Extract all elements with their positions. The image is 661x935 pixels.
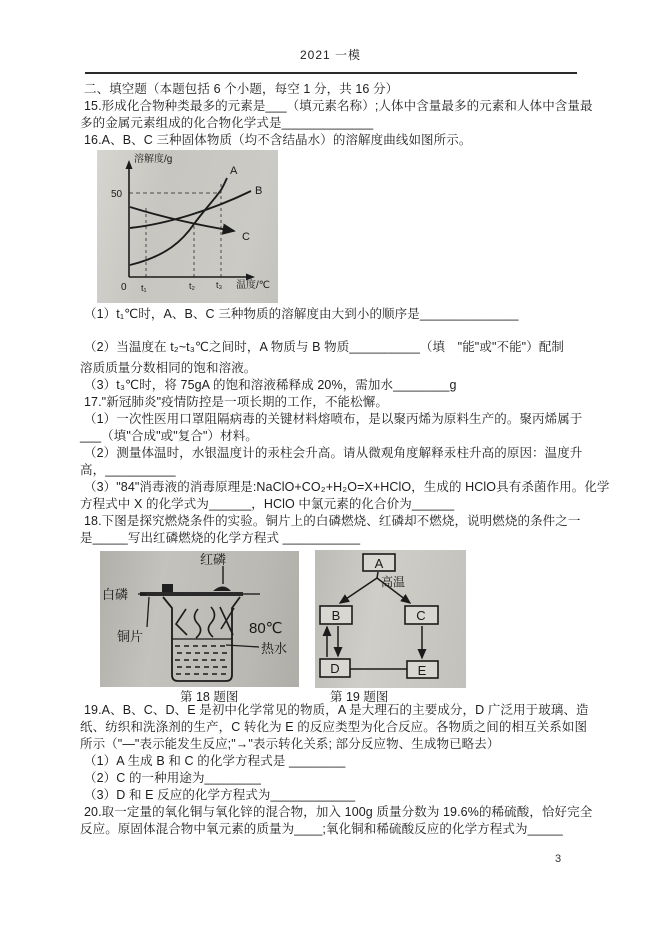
white-phosphorus-lump [162,584,173,592]
question-17-line: 17."新冠肺炎"疫情防控是一项长期的工作，不能松懈。 [84,395,388,409]
chart-xtick-t1: t₁ [141,283,147,293]
hot-water-pointer [226,645,259,647]
solubility-chart [97,150,278,303]
question-20-line: 20.取一定量的氧化铜与氧化锌的混合物，加入 100g 质量分数为 19.6%的稀硫酸，恰好完全 [84,805,593,819]
question-20-cont: 反应。原固体混合物中氧元素的质量为____;氧化铜和稀硫酸反应的化学方程式为_____ [80,822,563,836]
question-15-line: 15.形成化合物种类最多的元素是___（填元素名称）;人体中含量最多的元素和人体中含量最 [84,99,593,113]
header-rule [85,72,577,74]
chart-y-label: 溶解度/g [134,154,173,165]
node-c-label: C [416,608,426,623]
combustion-apparatus-drawing [100,551,299,687]
curve-b-label: B [255,185,263,197]
vapour-squiggles [176,607,234,638]
question-19-sub2: （2）C 的一种用途为________ [84,771,261,785]
chart-xtick-t2: t₂ [189,281,195,291]
question-16-sub2: （2）当温度在 t₂~t₃℃之间时，A 物质与 B 物质__________（填 "能"或"不能"）配制 [84,340,565,354]
curve-c-label: C [242,231,250,243]
copper-sheet-pointer [147,597,149,627]
question-17-sub1-cont: ___（填"合成"或"复合"）材料。 [80,429,258,443]
figure-19-caption: 第 19 题图 [330,690,389,704]
question-17-sub3-cont: 方程式中 X 的化学式为______，HClO 中氯元素的化合价为______ [80,497,455,511]
question-17-sub3: （3）"84"消毒液的消毒原理是:NaClO+CO₂+H₂O=X+HClO，生成的 HClO具有杀菌作用。化学 [84,480,610,494]
chart-xtick-t3: t₃ [216,280,223,290]
question-19-line: 19.A、B、C、D、E 是初中化学常见的物质，A 是大理石的主要成分，D 广泛用于玻璃、造 [84,703,589,717]
water-hatching [175,646,229,674]
question-16-sub1: （1）t₁℃时，A、B、C 三种物质的溶解度由大到小的顺序是______________ [84,307,519,321]
question-17-sub2: （2）测量体温时，水银温度计的汞柱会升高。请从微观角度解释汞柱升高的原因：温度升 [84,446,583,460]
combustion-experiment-figure [100,551,299,687]
question-18-line: 18.下图是探究燃烧条件的实验。铜片上的白磷燃烧、红磷却不燃烧，说明燃烧的条件之一 [84,514,581,528]
question-17-sub1: （1）一次性医用口罩阻隔病毒的关键材料熔喷布，是以聚丙烯为原料生产的。聚丙烯属于 [84,412,583,426]
section-heading: 二、填空题（本题包括 6 个小题，每空 1 分，共 16 分） [84,82,399,96]
question-16-line: 16.A、B、C 三种固体物质（均不含结晶水）的溶解度曲线如图所示。 [84,133,472,147]
node-a-label: A [374,556,384,571]
substance-relation-figure [315,550,466,688]
page-number: 3 [555,853,562,865]
y-axis-arrow [126,160,133,169]
chart-ytick-50: 50 [111,189,123,200]
substance-relation-diagram [315,550,466,688]
edge-a-to-b [340,578,377,603]
question-19-cont: 纸、纺织和洗涤剂的生产，C 转化为 E 的反应类型为化合反应。各物质之间的相互关系如图 [80,720,588,734]
document-header-title: 2021 一模 [299,48,362,62]
edge-a-stem [377,572,378,578]
white-phosphorus-label: 白磷 [102,587,129,602]
hot-water-label: 热水 [261,641,288,656]
curve-a-label: A [230,165,238,177]
question-15-line: 多的金属元素组成的化合物化学式是_____________ [80,116,374,130]
question-16-sub3: （3）t₃℃时，将 75gA 的饱和溶液稀释成 20%，需加水________g [84,378,457,392]
question-16-sub2-cont: 溶质质量分数相同的饱和溶液。 [80,361,257,375]
chart-origin: 0 [121,282,127,293]
question-19-sub3: （3）D 和 E 反应的化学方程式为____________ [84,788,356,802]
edge-condition-label: 高温 [381,575,406,589]
figure-18-caption: 第 18 题图 [180,690,239,704]
red-phosphorus-pile [213,587,231,592]
copper-sheet-label: 铜片 [117,629,144,644]
question-19-cont2: 所示（"—"表示能发生反应;"→"表示转化关系; 部分反应物、生成物已略去） [80,737,500,751]
solubility-chart-figure [97,150,278,303]
temperature-label: 80℃ [249,620,283,637]
question-18-cont: 是_____写出红磷燃烧的化学方程式 ___________ [80,531,361,545]
red-phosphorus-label: 红磷 [200,552,227,567]
node-e-label: E [417,663,427,678]
node-d-label: D [330,661,340,676]
question-19-sub1: （1）A 生成 B 和 C 的化学方程式是 ________ [84,754,346,768]
node-b-label: B [331,608,341,623]
question-17-sub2-cont: 高，__________ [80,463,176,477]
chart-x-label: 温度/℃ [236,280,271,291]
curve-a [130,178,227,265]
copper-sheet [140,592,243,596]
